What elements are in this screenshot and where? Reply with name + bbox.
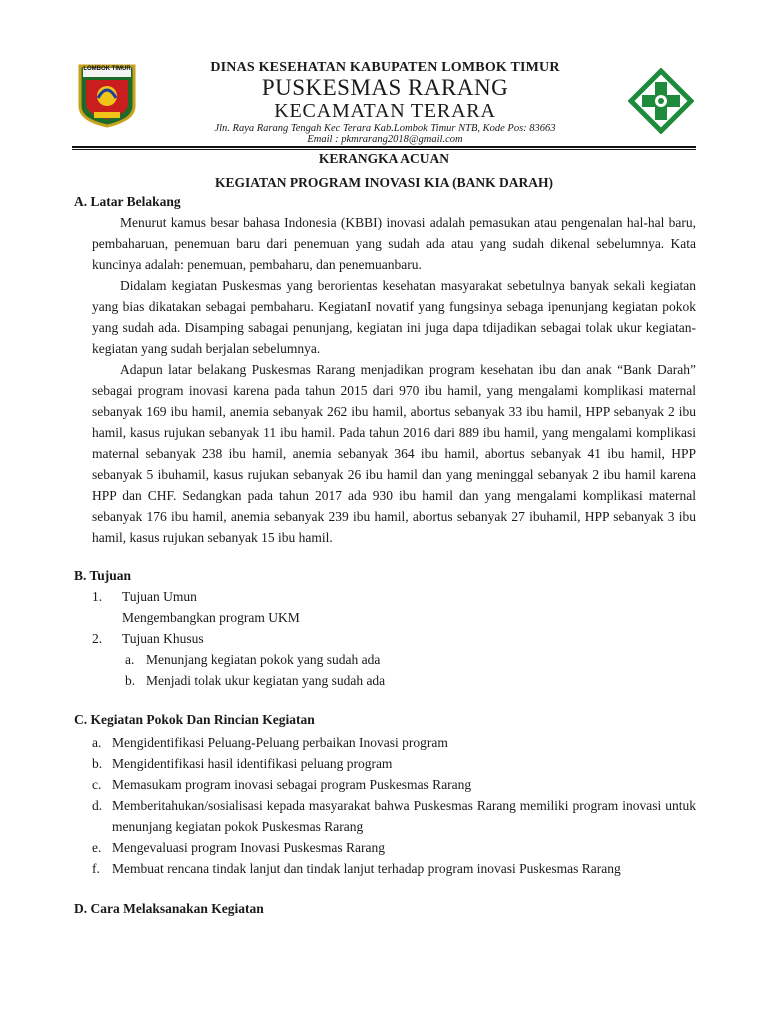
document-subtitle: KEGIATAN PROGRAM INOVASI KIA (BANK DARAH) bbox=[215, 175, 553, 190]
list-letter: a. bbox=[125, 652, 135, 667]
crest-label: LOMBOK TIMUR bbox=[83, 66, 131, 72]
list-letter: c. bbox=[92, 777, 102, 792]
address: Jln. Raya Rarang Tengah Kec Terara Kab.Lombok Timur NTB, Kode Pos: 83663 bbox=[214, 123, 556, 134]
section-d-heading: D. Cara Melaksanakan Kegiatan bbox=[74, 901, 264, 916]
letterhead-rule-thin bbox=[72, 149, 696, 150]
list-item: Mengidentifikasi hasil identifikasi peluang program bbox=[112, 756, 393, 771]
list-item: Tujuan Umun bbox=[122, 589, 197, 604]
list-letter: b. bbox=[125, 673, 136, 688]
section-a-paragraph-3: Adapun latar belakang Puskesmas Rarang menjadikan program kesehatan ibu dan anak “Bank Darah” sebagai program inovasi karena pada tahun 2015 dari 970 ibu hamil, yang mengalami komplikasi maternal sebanyak 169 ibu hamil, anemia sebanyak 262 ibu hamil, abortus sebanyak 33 ibu hamil, HPP sebanyak 2 ibu hamil, kasus rujukan sebanyak 11 ibu hamil. Pada tahun 2016 dari 889 ibu hamil, yang mengalami komplikasi maternal sebanyak 238 ibu hamil, anemia sebanyak 364 ibu hamil, abortus sebanyak 41 ibu hamil, HPP sebanyak 5 ibuhamil, kasus rujukan sebanyak 26 ibu hamil dan yang meninggal sebanyak 2 ibu hamil karena HPP dan CHF. Sedangkan pada tahun 2017 ada 930 ibu hamil dan yang mengalami komplikasi maternal sebanyak 176 ibu hamil, anemia sebanyak 239 ibu hamil, abortus sebanyak 27 ibuhamil, HPP sebanyak 3 ibu hamil, kasus rujukan sebanyak 15 ibu hamil. bbox=[92, 362, 696, 545]
list-item-desc: Mengembangkan program UKM bbox=[122, 610, 300, 625]
list-number: 2. bbox=[92, 631, 103, 646]
section-a-paragraph-2: Didalam kegiatan Puskesmas yang berorientas kesehatan masyarakat sebetulnya banyak sekali kegiatan yang bias dikatakan sebagai pembaharu. KegiatanI novatif yang fungsinya sebaga ipenunjang kegiatan pokok yang sudah ada. Disamping sabagai penunjang, kegiatan ini juga dapa tdijadikan sebagai tolak ukur kegiatan-kegiatan yang sudah berjalan sebelumnya. bbox=[92, 278, 696, 356]
document-title: KERANGKA ACUAN bbox=[318, 151, 450, 166]
agency-name: DINAS KESEHATAN KABUPATEN LOMBOK TIMUR bbox=[210, 60, 560, 75]
list-letter: a. bbox=[92, 735, 102, 750]
section-c-heading: C. Kegiatan Pokok Dan Rincian Kegiatan bbox=[74, 712, 315, 727]
district-name: KECAMATAN TERARA bbox=[274, 100, 496, 122]
list-item: Tujuan Khusus bbox=[122, 631, 204, 646]
section-a-heading: A. Latar Belakang bbox=[74, 194, 181, 209]
letterhead-rule bbox=[72, 146, 696, 148]
puskesmas-name: PUSKESMAS RARANG bbox=[261, 75, 509, 100]
section-b-heading: B. Tujuan bbox=[74, 568, 132, 583]
list-item: Menunjang kegiatan pokok yang sudah ada bbox=[146, 652, 381, 667]
puskesmas-cross-icon bbox=[628, 68, 694, 134]
list-item: Menjadi tolak ukur kegiatan yang sudah ada bbox=[146, 673, 386, 688]
list-letter: f. bbox=[92, 861, 100, 876]
list-letter: b. bbox=[92, 756, 103, 771]
list-item: Membuat rencana tindak lanjut dan tindak lanjut terhadap program inovasi Puskesmas Rarang bbox=[112, 861, 621, 876]
list-number: 1. bbox=[92, 589, 103, 604]
list-item: Mengidentifikasi Peluang-Peluang perbaikan Inovasi program bbox=[112, 735, 448, 750]
section-a-paragraph-1: Menurut kamus besar bahasa Indonesia (KBBI) inovasi adalah pemasukan atau pengenalan hal-hal baru, pembaharuan, penemuan baru dari penemuan yang sudah ada atau yang sudah dikenal sebelumnya. Kata kuncinya adalah: penemuan, pembaharu, dan penemuanbaru. bbox=[92, 215, 696, 272]
list-item: Memasukam program inovasi sebagai program Puskesmas Rarang bbox=[112, 777, 472, 792]
email: Email : pkmrarang2018@gmail.com bbox=[307, 134, 463, 145]
list-item: Mengevaluasi program Inovasi Puskesmas Rarang bbox=[112, 840, 385, 855]
list-item: Memberitahukan/sosialisasi kepada masyarakat bahwa Puskesmas Rarang memiliki program inovasi untuk menunjang kegiatan pokok Puskesmas Rarang bbox=[112, 798, 696, 834]
list-letter: e. bbox=[92, 840, 102, 855]
list-letter: d. bbox=[92, 798, 103, 813]
